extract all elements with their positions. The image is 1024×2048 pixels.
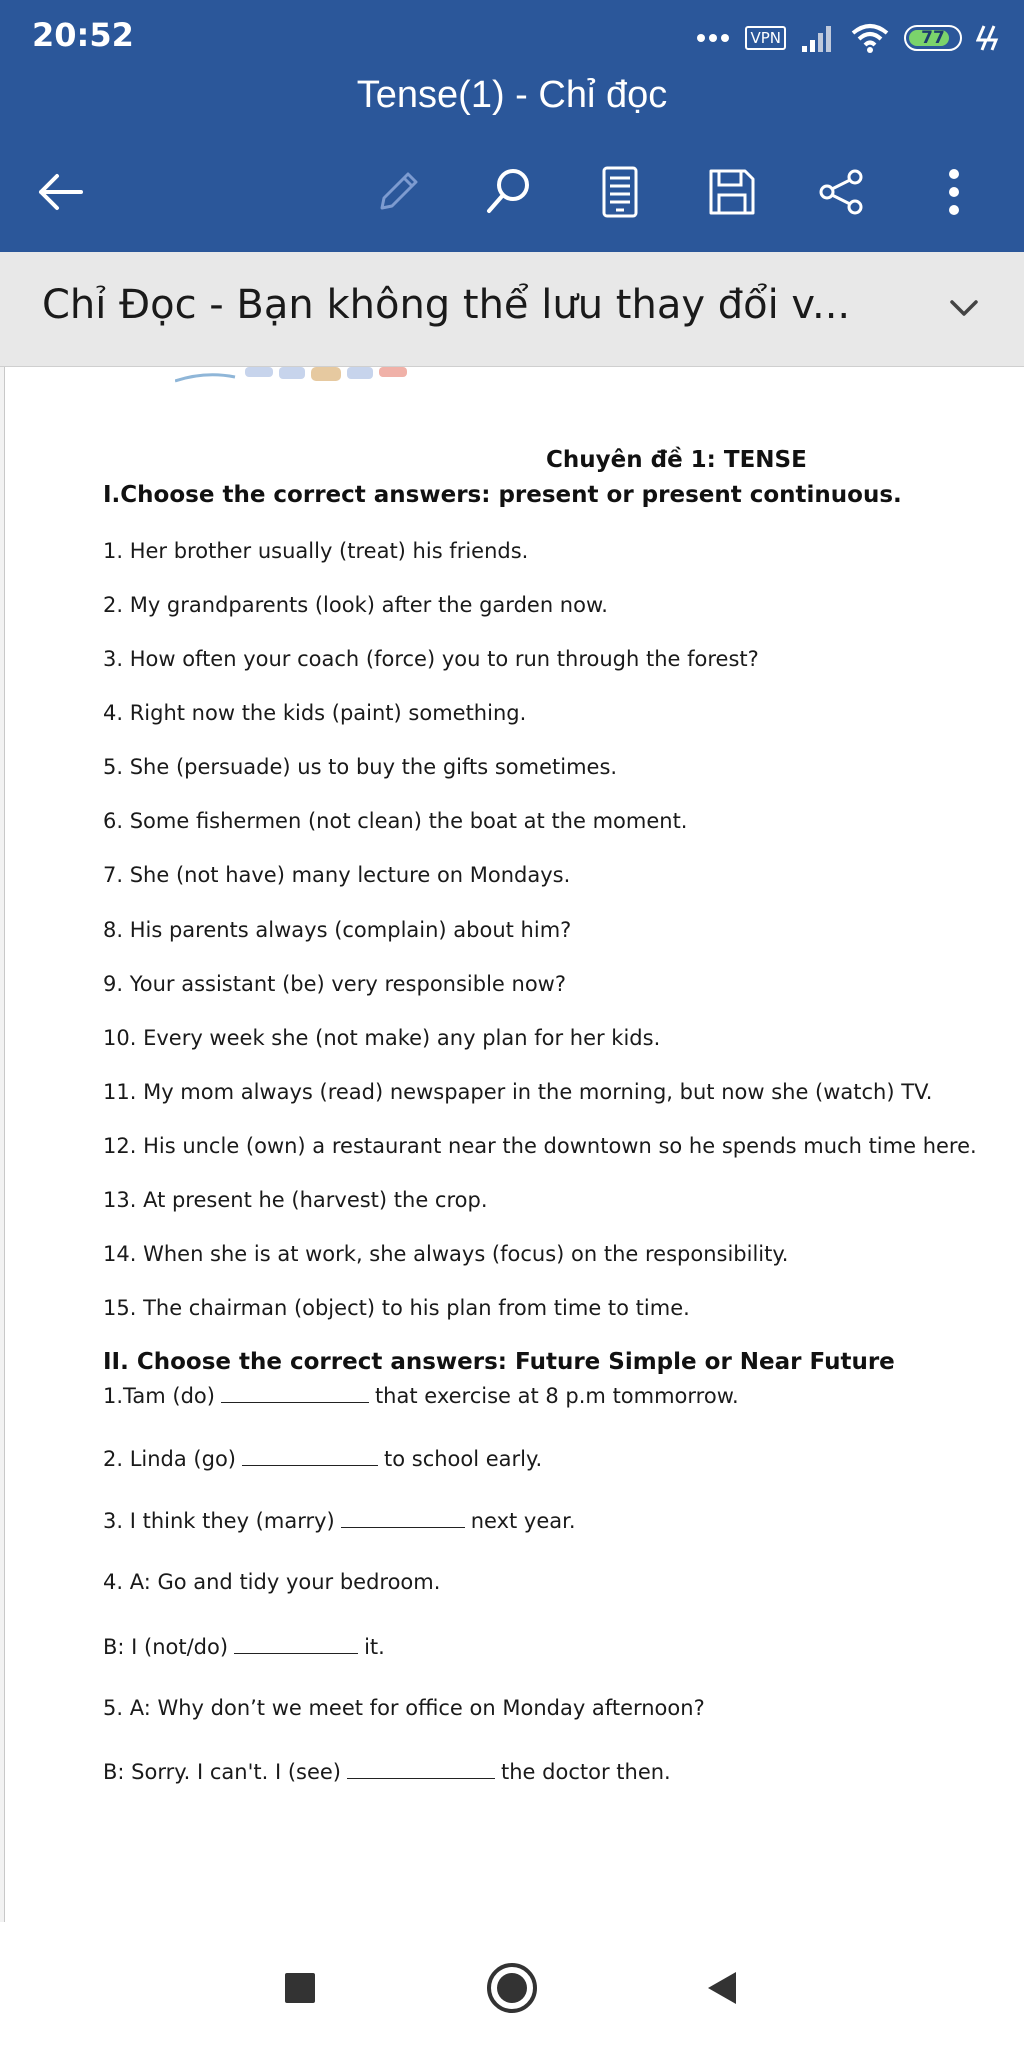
exercise-line: 5. A: Why don’t we meet for office on Monday afternoon? [103, 1696, 705, 1720]
fill-blank-prompt: 1.Tam (do) [103, 1384, 215, 1408]
recent-apps-button[interactable] [270, 1958, 330, 2018]
exercise-line: 12. His uncle (own) a restaurant near the downtown so he spends much time here. [103, 1134, 977, 1158]
exercise-line: 3. How often your coach (force) you to run through the forest? [103, 647, 759, 671]
fill-blank-tail: the doctor then. [501, 1760, 671, 1784]
search-icon [483, 167, 533, 217]
answer-blank [347, 1758, 495, 1779]
battery-level: 77 [921, 28, 945, 48]
fill-blank-prompt: B: I (not/do) [103, 1635, 229, 1659]
mobile-view-icon [600, 166, 640, 218]
vpn-badge: VPN [745, 26, 786, 50]
mobile-view-button[interactable] [592, 164, 648, 220]
fill-blank-line [103, 1507, 576, 1533]
fill-blank-prompt: 2. Linda (go) [103, 1447, 236, 1471]
charging-icon [976, 24, 1000, 52]
exercise-line: 4. Right now the kids (paint) something. [103, 701, 527, 725]
chevron-down-icon[interactable] [944, 288, 984, 328]
fill-blank-line [103, 1633, 385, 1659]
back-nav-button[interactable] [692, 1958, 752, 2018]
edit-button[interactable] [370, 164, 426, 220]
section2-title: II. Choose the correct answers: Future Simple or Near Future [103, 1349, 895, 1375]
save-icon [707, 167, 757, 217]
answer-blank [234, 1633, 358, 1654]
signal-icon [800, 24, 836, 52]
fill-blank-tail: it. [364, 1635, 385, 1659]
answer-blank [221, 1382, 369, 1403]
exercise-line: 1. Her brother usually (treat) his friends. [103, 539, 529, 563]
status-time: 20:52 [32, 16, 134, 54]
document-heading: Chuyên đề 1: TENSE [546, 447, 807, 473]
wifi-icon [850, 23, 890, 53]
exercise-line: 9. Your assistant (be) very responsible now? [103, 972, 566, 996]
fill-blank-line [103, 1758, 671, 1784]
share-icon [817, 167, 867, 217]
app-bar [0, 0, 1024, 252]
exercise-line: 4. A: Go and tidy your bedroom. [103, 1570, 441, 1594]
logo-fragment-image [175, 367, 475, 383]
fill-blank-prompt: 3. I think they (marry) [103, 1509, 335, 1533]
share-button[interactable] [814, 164, 870, 220]
pencil-icon [374, 168, 422, 216]
exercise-line: 7. She (not have) many lecture on Mondays. [103, 863, 571, 887]
back-arrow-icon [35, 172, 85, 212]
navigation-bar [0, 1922, 1024, 2048]
home-button[interactable] [482, 1958, 542, 2018]
document-page [4, 367, 1024, 1922]
exercise-line: 15. The chairman (object) to his plan from time to time. [103, 1296, 690, 1320]
more-vertical-icon [946, 168, 962, 216]
answer-blank [341, 1507, 465, 1528]
fill-blank-tail: next year. [470, 1509, 576, 1533]
status-icons [695, 18, 1000, 58]
save-button[interactable] [704, 164, 760, 220]
status-bar [0, 0, 1024, 72]
exercise-line: 11. My mom always (read) newspaper in the morning, but now she (watch) TV. [103, 1080, 933, 1104]
home-circle-icon [485, 1961, 539, 2015]
search-button[interactable] [480, 164, 536, 220]
exercise-line: 5. She (persuade) us to buy the gifts sometimes. [103, 755, 618, 779]
fill-blank-tail: that exercise at 8 p.m tommorrow. [374, 1384, 739, 1408]
read-only-message: Chỉ Đọc - Bạn không thể lưu thay đổi v... [42, 282, 851, 328]
document-title: Tense(1) - Chỉ đọc [356, 74, 668, 116]
fill-blank-prompt: B: Sorry. I can't. I (see) [103, 1760, 342, 1784]
section1-title: I.Choose the correct answers: present or present continuous. [103, 482, 902, 508]
more-notifications-icon [695, 32, 731, 44]
back-triangle-icon [704, 1968, 740, 2008]
fill-blank-tail: to school early. [384, 1447, 543, 1471]
exercise-line: 13. At present he (harvest) the crop. [103, 1188, 488, 1212]
exercise-line: 6. Some fishermen (not clean) the boat at the moment. [103, 809, 688, 833]
answer-blank [242, 1445, 378, 1466]
toolbar [0, 150, 1024, 230]
more-options-button[interactable] [926, 164, 982, 220]
fill-blank-line [103, 1445, 542, 1471]
exercise-line: 14. When she is at work, she always (focus) on the responsibility. [103, 1242, 789, 1266]
exercise-line: 2. My grandparents (look) after the garden now. [103, 593, 608, 617]
battery-icon [904, 25, 962, 51]
exercise-line: 10. Every week she (not make) any plan for her kids. [103, 1026, 661, 1050]
square-icon [283, 1971, 317, 2005]
exercise-line: 8. His parents always (complain) about him? [103, 918, 572, 942]
document-viewport[interactable] [0, 367, 1024, 1922]
back-button[interactable] [32, 164, 88, 220]
fill-blank-line [103, 1382, 739, 1408]
read-only-banner[interactable] [0, 252, 1024, 367]
